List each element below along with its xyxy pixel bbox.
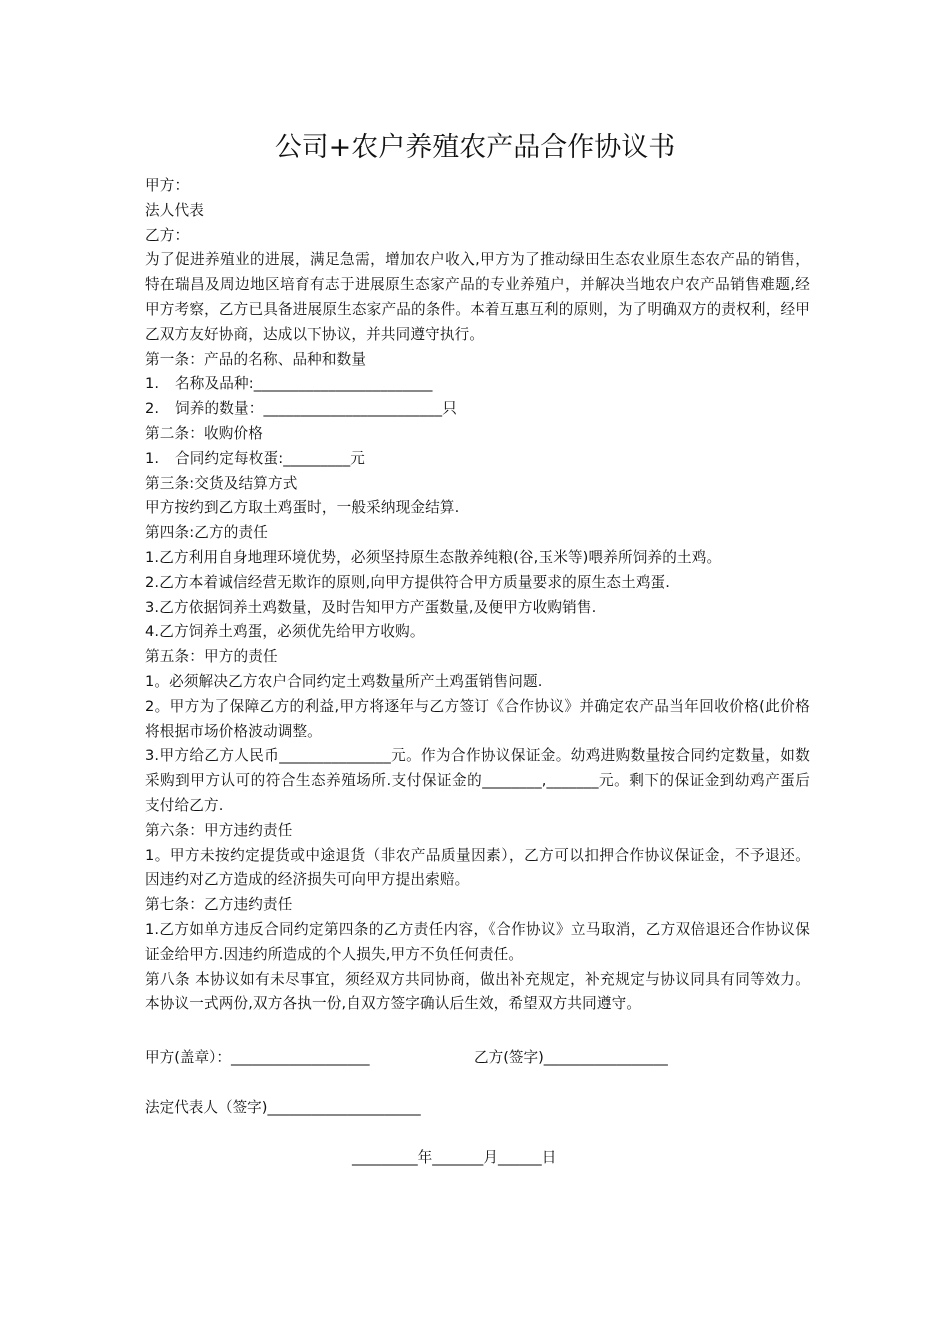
list-item: 2.乙方本着诚信经营无欺诈的原则,向甲方提供符合甲方质量要求的原生态土鸡蛋. [145,573,671,591]
item-number: 1. [145,375,160,393]
article-5-heading: 第五条：甲方的责任 [145,648,278,666]
item-text: 名称及品种:________________________ [175,375,433,393]
item-text: 合同约定每枚蛋:_________元 [175,449,366,467]
list-item: 1.乙方利用自身地理环境优势，必须坚持原生态散养纯粮(谷,玉米等)喂养所饲养的土鸡。 [145,548,722,566]
list-item [145,372,810,397]
list-item: 1。必须解决乙方农户合同约定土鸡数量所产土鸡蛋销售问题. [145,672,543,690]
party-a-line: 甲方： [145,177,190,194]
date-line: _________年_______月______日 [352,1149,557,1166]
list-item [145,447,810,472]
article-2-heading: 第二条：收购价格 [145,424,263,442]
legal-rep-sign-line: 法定代表人（签字)_____________________ [145,1099,421,1116]
party-b-sign-line: 乙方(签字)_________________ [474,1049,668,1066]
party-a-seal-line: 甲方(盖章）：___________________ [145,1049,370,1066]
article-3-heading: 第三条:交货及结算方式 [145,474,298,492]
list-item: 4.乙方饲养土鸡蛋，必须优先给甲方收购。 [145,623,425,641]
list-item: 3.甲方给乙方人民币_______________元。作为合作协议保证金。幼鸡进购数量按合同约定数量，如数采购到甲方认可的符合生态养殖场所.支付保证金的________,_______元。剩下的保证金到幼鸡产蛋后支付给乙方. [145,747,810,814]
article-7-heading: 第七条：乙方违约责任 [145,896,293,914]
list-item: 2。甲方为了保障乙方的利益,甲方将逐年与乙方签订《合作协议》并确定农产品当年回收价格(此价格将根据市场价格波动调整。 [145,697,810,740]
article-6-heading: 第六条：甲方违约责任 [145,821,293,839]
item-text: 饲养的数量：________________________只 [175,400,457,418]
item-number: 1. [145,449,160,467]
article-8-text: 第八条 本协议如有未尽事宜，须经双方共同协商，做出补充规定，补充规定与协议同具有同等效力。本协议一式两份,双方各执一份,自双方签字确认后生效，希望双方共同遵守。 [145,970,810,1013]
article-3-text: 甲方按约到乙方取土鸡蛋时，一般采纳现金结算. [145,499,460,517]
article-6-text: 1。甲方未按约定提货或中途退货（非农产品质量因素），乙方可以扣押合作协议保证金，不予退还。因违约对乙方造成的经济损失可向甲方提出索赔。 [145,846,810,889]
list-item [145,397,810,422]
party-b-line: 乙方： [145,226,190,244]
document-body [145,174,810,1017]
article-1-heading: 第一条：产品的名称、品种和数量 [145,350,367,368]
article-4-heading: 第四条:乙方的责任 [145,524,269,542]
item-number: 2. [145,400,160,418]
list-item: 3.乙方依据饲养土鸡数量，及时告知甲方产蛋数量,及便甲方收购销售. [145,598,597,616]
legal-rep-line: 法人代表 [145,201,204,219]
article-7-text: 1.乙方如单方违反合同约定第四条的乙方责任内容，《合作协议》立马取消，乙方双倍退还合作协议保证金给甲方.因违约所造成的个人损失,甲方不负任何责任。 [145,920,810,963]
intro-paragraph: 为了促进养殖业的进展，满足急需，增加农户收入,甲方为了推动绿田生态农业原生态农产品的销售，特在瑞昌及周边地区培育有志于进展原生态家产品的专业养殖户，并解决当地农户农产品销售难题,经甲方考察，乙方已具备进展原生态家产品的条件。本着互惠互利的原则，为了明确双方的责权利，经甲乙双方友好协商，达成以下协议，并共同遵守执行。 [145,251,810,343]
document-title: 公司+农户养殖农产品合作协议书 [274,132,676,163]
